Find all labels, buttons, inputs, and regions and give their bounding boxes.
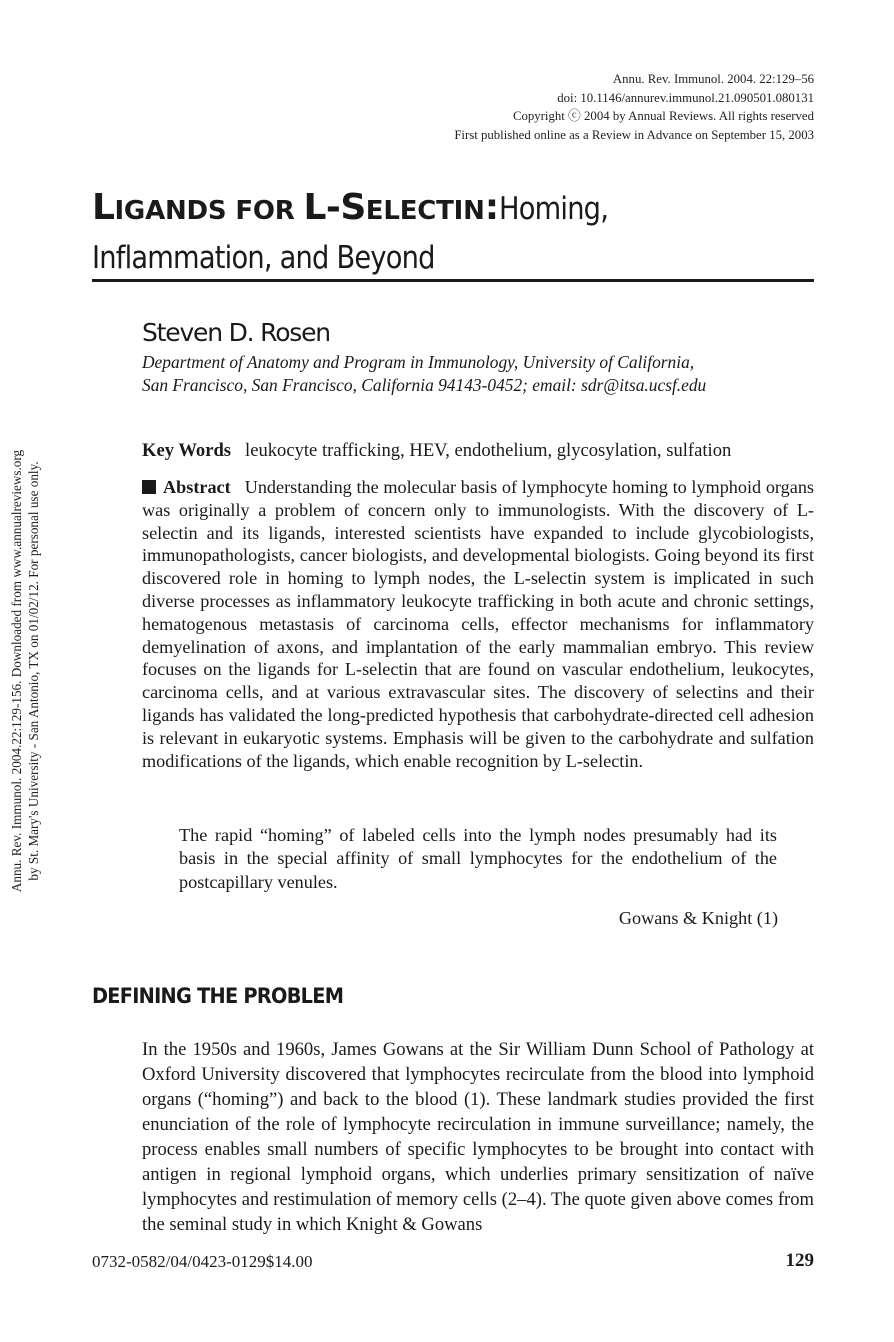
abstract-text: Understanding the molecular basis of lymphocyte homing to lymphoid organs was originally a problem of concern only to immunologists. With the discovery of L-selectin and its ligands, interested scientists have expanded to include glycobiologists, immunopathologists, cancer biologists, and developmental biologists. Going beyond its first discovered role in homing to lymph nodes, the L-selectin system is implicated in such diverse processes as inflammatory leukocyte trafficking in both acute and chronic settings, hematogenous metastasis of carcinoma cells, effector mechanisms for inflammatory demyelination of axons, and implantation of the early mammalian embryo. This review focuses on the ligands for L-selectin that are found on vascular endothelium, leukocytes, carcinoma cells, and at various extravascular sites. The discovery of selectins and their ligands has validated the long-predicted hypothesis that carbohydrate-directed cell adhesion is relevant in eukaryotic systems. Emphasis will be given to the carbohydrate and sulfation modifications of the ligands, which enable recognition by L-selectin. (142, 477, 814, 771)
title-initial-l: L (92, 187, 115, 228)
side-note-line-2: by St. Mary's University - San Antonio, TX on 01/02/12. For personal use only. (26, 461, 41, 881)
title-electin: ELECTIN (365, 196, 485, 226)
keywords (142, 440, 822, 462)
side-note-line-1: Annu. Rev. Immunol. 2004.22:129-156. Downloaded from www.annualreviews.org (9, 449, 24, 893)
title-rule (92, 279, 814, 282)
title-colon: : (484, 187, 499, 228)
author-affiliation (142, 351, 822, 397)
side-note-text (8, 387, 42, 955)
author-name: Steven D. Rosen (142, 318, 330, 347)
affiliation-line-1: Department of Anatomy and Program in Immunology, University of California, (142, 352, 695, 372)
keywords-text: leukocyte trafficking, HEV, endothelium, glycosylation, sulfation (245, 440, 732, 461)
footer-code: 0732-0582/04/0423-0129$14.00 (92, 1252, 313, 1271)
copyright: Copyright ⓒ 2004 by Annual Reviews. All rights reserved (512, 109, 814, 124)
abstract (142, 476, 814, 772)
body-paragraph: In the 1950s and 1960s, James Gowans at the Sir William Dunn School of Pathology at Oxford University discovered that lymphocytes recirculate from the blood into lymphoid organs (“homing”) and back to the blood (1). These landmark studies provided the first enunciation of the role of lymphocyte recirculation in immune surveillance; namely, the process enables small numbers of specific lymphocytes to be brought into contact with antigen in regional lymphoid organs, which underlies primary sensitization of naïve lymphocytes and restimulation of memory cells (2–4). The quote given above comes from the seminal study in which Knight & Gowans (142, 1039, 814, 1235)
download-side-note (4, 387, 46, 955)
article-title (92, 184, 814, 282)
publication-info (454, 70, 814, 144)
epigraph-quote: The rapid “homing” of labeled cells into the lymph nodes presumably had its basis in the special affinity of small lymphocytes for the endothelium of the postcapillary venules. (179, 825, 777, 892)
journal-citation: Annu. Rev. Immunol. 2004. 22:129–56 (612, 72, 814, 86)
square-bullet-icon (142, 480, 156, 494)
title-subtitle-2: Inflammation, and Beyond (92, 240, 435, 276)
doi: doi: 10.1146/annurev.immunol.21.090501.080131 (557, 90, 814, 105)
abstract-label: Abstract (163, 477, 231, 497)
title-subtitle-1: Homing, (498, 191, 608, 227)
quote-attribution: Gowans & Knight (1) (618, 908, 778, 928)
publication-date: First published online as a Review in Advance on September 15, 2003 (454, 127, 814, 142)
page-number: 129 (785, 1250, 814, 1271)
section-heading: DEFINING THE PROBLEM (92, 984, 344, 1008)
title-for: FOR (235, 196, 304, 226)
title-initial-ls: L-S (303, 187, 366, 228)
title-igands: IGANDS (114, 196, 236, 226)
keywords-label: Key Words (142, 440, 232, 461)
affiliation-line-2: San Francisco, San Francisco, California 94143-0452; email: sdr@itsa.ucsf.edu (142, 375, 707, 395)
